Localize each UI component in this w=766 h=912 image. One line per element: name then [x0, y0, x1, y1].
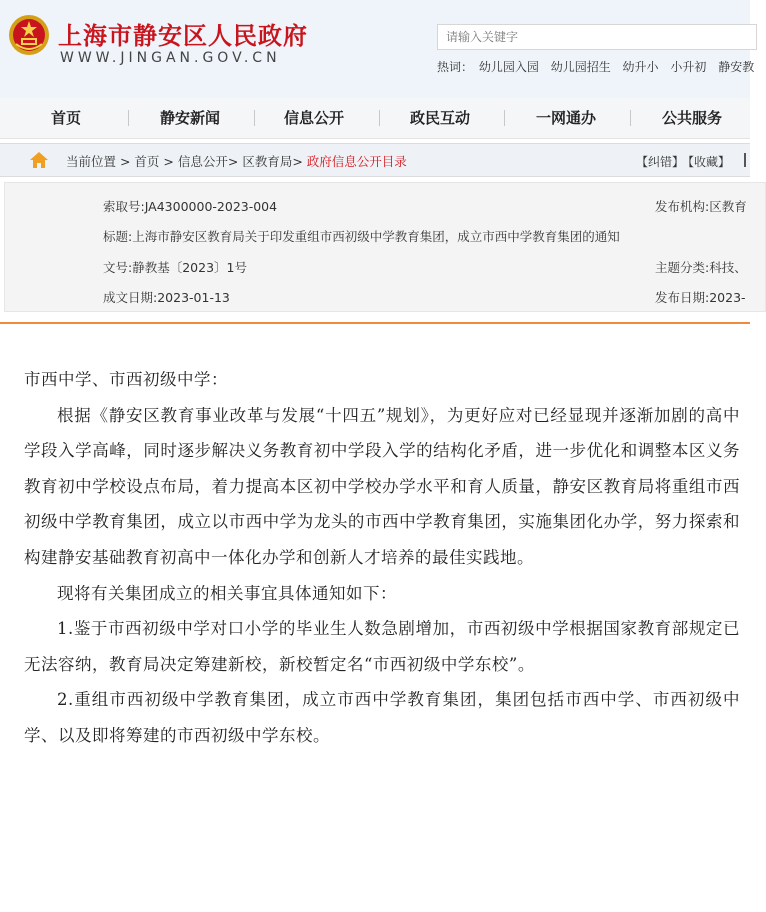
nav-item-info-disclosure[interactable]: 信息公开 — [283, 109, 344, 127]
issuing-agency: 发布机构:区教育 — [655, 199, 747, 214]
hot-words-label: 热词： — [437, 60, 474, 74]
breadcrumb-separator: > — [227, 154, 243, 169]
document-meta — [4, 182, 766, 312]
index-number: 索取号:JA4300000-2023-004 — [103, 199, 278, 214]
site-url: WWW.JINGAN.GOV.CN — [60, 50, 281, 66]
topic-category: 主题分类:科技、 — [655, 260, 747, 275]
paragraph: 1.鉴于市西初级中学对口小学的毕业生人数急剧增加，市西初级中学根据国家教育部规定已无法容纳，教育局决定筹建新校，新校暂定名“市西初级中学东校”。 — [24, 619, 740, 674]
search-input[interactable] — [437, 24, 757, 50]
article-body — [24, 362, 740, 754]
breadcrumb-home[interactable]: 首页 — [134, 154, 160, 169]
hot-word-link[interactable]: 静安教 — [718, 60, 755, 74]
breadcrumb-current[interactable]: 政府信息公开目录 — [306, 154, 407, 169]
hot-word-link[interactable]: 小升初 — [670, 60, 707, 74]
document-number: 文号:静教基〔2023〕1号 — [103, 260, 247, 275]
salutation: 市西中学、市西初级中学： — [24, 370, 228, 389]
divider — [744, 153, 746, 167]
paragraph: 2.重组市西初级中学教育集团，成立市西中学教育集团，集团包括市西中学、市西初级中学、以及即将筹建的市西初级中学东校。 — [24, 690, 740, 745]
site-header — [0, 0, 755, 98]
nav-item-news[interactable]: 静安新闻 — [159, 109, 220, 127]
breadcrumb-label: 当前位置 > — [66, 154, 135, 169]
nav-separator — [254, 110, 255, 126]
breadcrumb — [0, 143, 750, 177]
section-divider — [0, 322, 750, 324]
paragraph: 根据《静安区教育事业改革与发展“十四五”规划》，为更好应对已经显现并逐渐加剧的高中学段入学高峰，同时逐步解决义务教育初中学段入学的结构化矛盾，进一步优化和调整本区义务教育初中学校设点布局，着力提高本区初中学校办学水平和育人质量，静安区教育局将重组市西初级中学教育集团，成立以市西中学为龙头的市西中学教育集团，实施集团化办学，努力探索和构建静安基础教育初高中一体化办学和创新人才培养的最佳实践地。 — [24, 405, 740, 567]
nav-separator — [504, 110, 505, 126]
published-date: 发布日期:2023- — [655, 290, 746, 305]
report-error-button[interactable]: 【纠错】 — [636, 155, 685, 169]
nav-item-home[interactable]: 首页 — [50, 109, 81, 127]
nav-item-one-net[interactable]: 一网通办 — [535, 109, 596, 127]
created-date: 成文日期:2023-01-13 — [103, 290, 230, 305]
breadcrumb-info-disclosure[interactable]: 信息公开 — [177, 154, 228, 169]
home-icon[interactable] — [30, 152, 48, 168]
hot-word-link[interactable]: 幼儿园招生 — [550, 60, 611, 74]
nav-separator — [379, 110, 380, 126]
site-title[interactable]: 上海市静安区人民政府 — [58, 22, 308, 50]
nav-separator — [630, 110, 631, 126]
breadcrumb-trail — [66, 152, 407, 170]
nav-separator — [128, 110, 129, 126]
breadcrumb-separator: > — [159, 154, 178, 169]
paragraph: 现将有关集团成立的相关事宜具体通知如下： — [57, 583, 397, 603]
breadcrumb-separator: > — [292, 154, 307, 169]
nav-item-public-service[interactable]: 公共服务 — [661, 109, 722, 127]
hot-words — [437, 58, 762, 75]
national-emblem-icon[interactable] — [8, 14, 50, 56]
breadcrumb-education-bureau[interactable]: 区教育局 — [242, 154, 293, 169]
hot-word-link[interactable]: 幼儿园入园 — [478, 60, 539, 74]
nav-item-interaction[interactable]: 政民互动 — [409, 109, 470, 127]
hot-word-link[interactable]: 幼升小 — [622, 60, 659, 74]
main-nav — [0, 98, 750, 139]
page-actions — [636, 153, 734, 170]
favorite-button[interactable]: 【收藏】 — [688, 155, 731, 169]
document-title: 标题:上海市静安区教育局关于印发重组市西初级中学教育集团，成立市西中学教育集团的通知 — [103, 229, 620, 244]
